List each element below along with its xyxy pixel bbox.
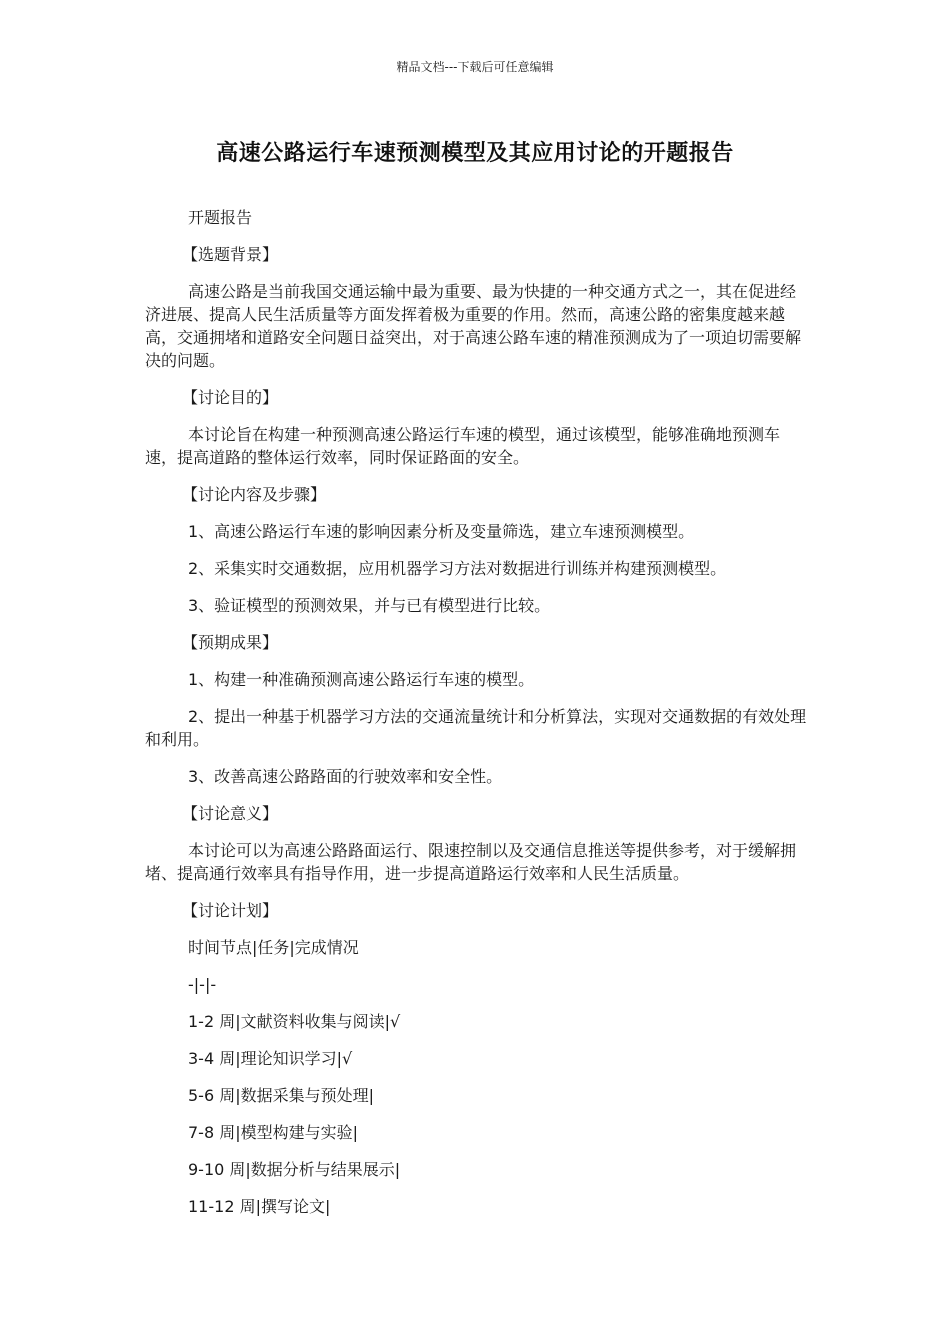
paragraph-background: 高速公路是当前我国交通运输中最为重要、最为快捷的一种交通方式之一，其在促进经济进展、提高人民生活质量等方面发挥着极为重要的作用。然而，高速公路的密集度越来越高，交通拥堵和道路安全问题日益突出，对于高速公路车速的精准预测成为了一项迫切需要解决的问题。: [145, 282, 802, 370]
paragraph-significance: 本讨论可以为高速公路路面运行、限速控制以及交通信息推送等提供参考，对于缓解拥堵、提高通行效率具有指导作用，进一步提高道路运行效率和人民生活质量。: [145, 841, 797, 883]
plan-table-row: 11-12 周|撰写论文|: [188, 1197, 331, 1216]
section-heading-content: 【讨论内容及步骤】: [182, 485, 327, 504]
plan-table-header: 时间节点|任务|完成情况: [188, 938, 359, 957]
section-heading-purpose: 【讨论目的】: [182, 388, 279, 407]
document-title: 高速公路运行车速预测模型及其应用讨论的开题报告: [216, 141, 734, 166]
plan-table-separator: -|-|-: [188, 975, 217, 994]
section-heading-plan: 【讨论计划】: [182, 901, 279, 920]
content-item: 2、采集实时交通数据，应用机器学习方法对数据进行训练并构建预测模型。: [188, 559, 727, 578]
section-heading-significance: 【讨论意义】: [182, 804, 279, 823]
result-item: 3、改善高速公路路面的行驶效率和安全性。: [188, 767, 503, 786]
plan-table-row: 1-2 周|文献资料收集与阅读|√: [188, 1012, 401, 1031]
result-item: 1、构建一种准确预测高速公路运行车速的模型。: [188, 670, 535, 689]
plan-table-row: 9-10 周|数据分析与结果展示|: [188, 1160, 401, 1179]
header-note: 精品文档---下载后可任意编辑: [396, 60, 554, 74]
result-item: 2、提出一种基于机器学习方法的交通流量统计和分析算法，实现对交通数据的有效处理和利用。: [145, 707, 807, 749]
content-item: 3、验证模型的预测效果，并与已有模型进行比较。: [188, 596, 551, 615]
section-heading-background: 【选题背景】: [182, 245, 279, 264]
plan-table-row: 5-6 周|数据采集与预处理|: [188, 1086, 375, 1105]
plan-table-row: 3-4 周|理论知识学习|√: [188, 1049, 353, 1068]
section-heading-results: 【预期成果】: [182, 633, 279, 652]
document-body: [145, 206, 807, 1232]
intro-text: 开题报告: [188, 208, 253, 227]
plan-table-row: 7-8 周|模型构建与实验|: [188, 1123, 359, 1142]
paragraph-purpose: 本讨论旨在构建一种预测高速公路运行车速的模型，通过该模型，能够准确地预测车速，提高道路的整体运行效率，同时保证路面的安全。: [145, 425, 781, 467]
content-item: 1、高速公路运行车速的影响因素分析及变量筛选，建立车速预测模型。: [188, 522, 695, 541]
